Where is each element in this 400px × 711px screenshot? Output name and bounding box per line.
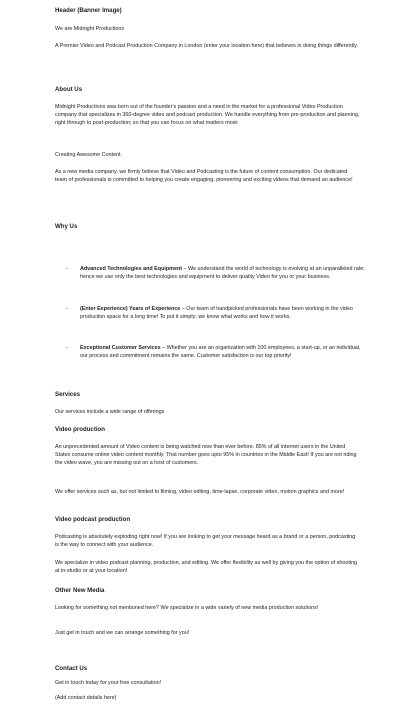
why-item-2-bold: (Enter Experience) Years of Experience bbox=[80, 306, 181, 312]
header-line-1: We are Midnight Productions bbox=[55, 26, 125, 32]
services-intro: Our services include a wide range of offerings bbox=[55, 409, 165, 415]
bullet-marker: - bbox=[66, 266, 68, 272]
why-item-3-text: – Whether you are an organization with 100 employees, a start-up, or an individual, our process and commitment remains the same. Customer satisfaction is our top priority! bbox=[80, 345, 361, 359]
bullet-marker: - bbox=[66, 306, 68, 312]
why-title: Why Us bbox=[55, 223, 78, 230]
bullet-marker: - bbox=[66, 345, 68, 351]
why-item-1-bold: Advanced Technologies and Equipment bbox=[80, 266, 183, 272]
video-podcast-title: Video podcast production bbox=[55, 516, 131, 523]
why-item-1 bbox=[80, 266, 365, 282]
video-production-paragraph-1: An unprecedented amount of Video content is being watched now than ever before. 85% of all internet users in the United States consume online video content monthly. That number goes upto 95% in countries in the Middle East! If you are not riding the video wave, you are missing out on a host of customers. bbox=[55, 444, 357, 466]
about-paragraph-1: Midnight Productions was born out of the founder's passion and a need in the market for a professional Video Production company that specializes in 360-degree video and podcast production. We handle everything from pre-production and planning, right through to post-production; so that you can focus on what matters most- bbox=[55, 104, 360, 126]
header-line-2: A Premier Video and Podcast Production Company in London (enter your location here) that believes in doing things differently. bbox=[55, 43, 358, 49]
other-media-paragraph-2: Just get in touch and we can arrange something for you! bbox=[55, 630, 190, 636]
why-item-3-bold: Exceptional Customer Services bbox=[80, 345, 161, 351]
contact-paragraph-2: (Add contact details here) bbox=[55, 695, 117, 701]
video-podcast-paragraph-1: Podcasting is absolutely exploding right now! If you are looking to get your message heard as a brand or a person, podcasting is the way to connect with your audience. bbox=[55, 534, 356, 548]
why-item-2-text: – Our team of handpicked professionals have been working in the video production space for a long time! To put it simply; we know what works and how it works. bbox=[80, 306, 353, 320]
other-media-paragraph-1: Looking for something not mentioned here? We specialize in a wide variety of new media production solutions! bbox=[55, 605, 319, 611]
contact-title: Contact Us bbox=[55, 665, 88, 672]
why-item-3 bbox=[80, 345, 365, 361]
about-paragraph-2: Creating Awesome Content. bbox=[55, 152, 123, 158]
about-title: About Us bbox=[55, 86, 83, 93]
video-production-paragraph-2: We offer services such as, but not limited to filming, video editing, time-lapse, corporate video, motion graphics and more! bbox=[55, 489, 345, 495]
video-podcast-paragraph-2: We specialize in video podcast planning, production, and editing. We offer flexibility as well by giving you the option of shooting at in-studio or at your location! bbox=[55, 560, 358, 574]
about-paragraph-3: As a new media company, we firmly believe that Video and Podcasting is the future of content consumption. Our dedicated team of professionals is committed to helping you create engaging, pioneering and exciting videos that demand an audience! bbox=[55, 169, 353, 183]
why-item-2 bbox=[80, 306, 365, 322]
contact-paragraph-1: Get in touch today for your free consultation! bbox=[55, 680, 162, 686]
video-production-title: Video production bbox=[55, 426, 105, 433]
other-media-title: Other New Media bbox=[55, 587, 105, 594]
header-title: Header (Banner Image) bbox=[55, 7, 122, 14]
why-item-1-text: – We understand the world of technology is evolving at an unparalleled rate; hence we use only the best technologies and equipment to deliver quality Video for you or your business. bbox=[80, 266, 365, 280]
services-title: Services bbox=[55, 391, 81, 398]
